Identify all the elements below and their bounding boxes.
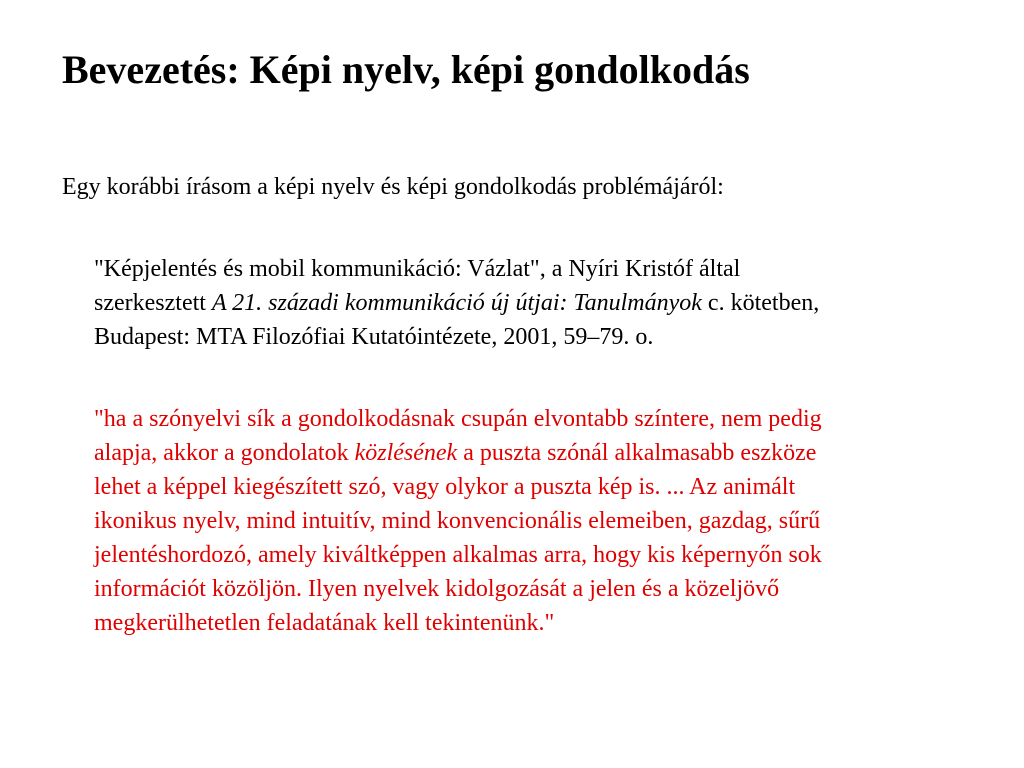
citation-line-1: "Képjelentés és mobil kommunikáció: Vázlat", a Nyíri Kristóf által — [94, 256, 741, 282]
intro-text: Egy korábbi írásom a képi nyelv és képi gondolkodás problémájáról: — [62, 174, 724, 200]
quote-line-5: jelentéshordozó, amely kiváltképpen alkalmas arra, hogy kis képernyőn sok — [94, 542, 822, 568]
quote-line-7: megkerülhetetlen feladatának kell tekintenünk." — [94, 610, 555, 636]
quote-line-6: információt közöljön. Ilyen nyelvek kidolgozását a jelen és a közeljövő — [94, 576, 780, 602]
citation-book-title: A 21. századi kommunikáció új útjai: Tanulmányok — [211, 290, 702, 316]
citation-line-2-post: c. kötetben, — [701, 290, 820, 316]
citation-line-2 — [94, 286, 980, 320]
quote-line-2-post: a puszta szónál alkalmasabb eszköze — [457, 440, 817, 466]
citation-line-2-pre: szerkesztett — [94, 290, 212, 316]
quote-line-3: lehet a képpel kiegészített szó, vagy olykor a puszta kép is. ... Az animált — [94, 474, 796, 500]
citation-line-3: Budapest: MTA Filozófiai Kutatóintézete, 2001, 59–79. o. — [94, 324, 654, 350]
quote-line-2 — [94, 436, 980, 470]
quote-line-1: "ha a szónyelvi sík a gondolkodásnak csupán elvontabb színtere, nem pedig — [94, 406, 822, 432]
quote-line-4: ikonikus nyelv, mind intuitív, mind konvencionális elemeiben, gazdag, sűrű — [94, 508, 821, 534]
quote-line-2-pre: alapja, akkor a gondolatok — [94, 440, 355, 466]
citation-paragraph — [94, 252, 980, 354]
slide-title: Bevezetés: Képi nyelv, képi gondolkodás — [62, 47, 750, 92]
quote-emphasis: közlésének — [354, 440, 458, 466]
quote-paragraph — [94, 402, 980, 640]
